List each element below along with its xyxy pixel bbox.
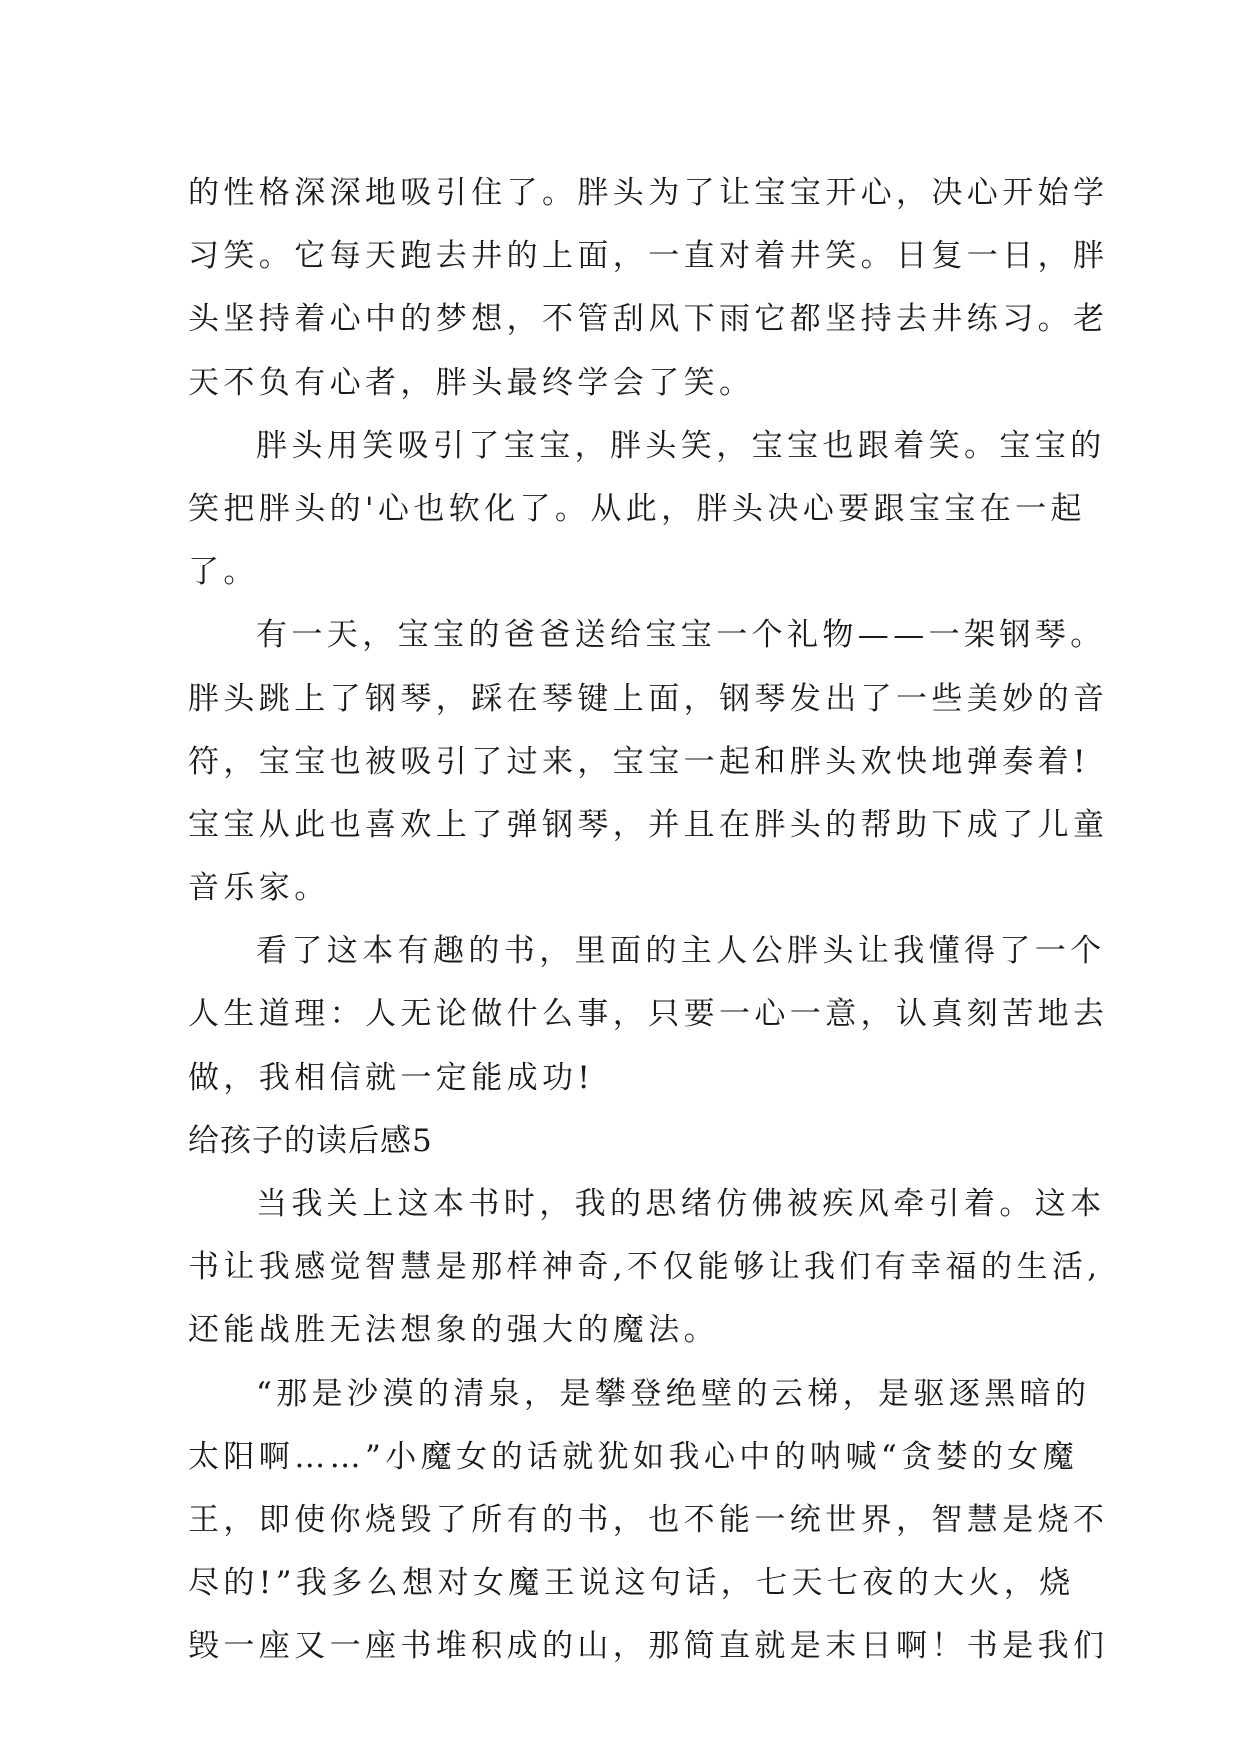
text-line: 了。 (188, 554, 259, 591)
section-heading: 给孩子的读后感5 (188, 1122, 433, 1159)
text-line: 书让我感觉智慧是那样神奇,不仅能够让我们有幸福的生活, (188, 1249, 1102, 1286)
text-line: 人生道理：人无论做什么事，只要一心一意，认真刻苦地去 (188, 996, 1109, 1033)
paragraph-first-line: 当我关上这本书时，我的思绪仿佛被疾风牵引着。这本 (256, 1186, 1106, 1222)
text-line: 的性格深深地吸引住了。胖头为了让宝宝开心，决心开始学 (188, 175, 1109, 211)
text-line: 天不负有心者，胖头最终学会了笑。 (188, 364, 755, 401)
text-line: 符，宝宝也被吸引了过来，宝宝一起和胖头欢快地弹奏着! (188, 743, 1090, 780)
text-line: 习笑。它每天跑去井的上面，一直对着井笑。日复一日，胖 (188, 238, 1109, 275)
document-body (188, 162, 1109, 1679)
text-line: 宝宝从此也喜欢上了弹钢琴，并且在胖头的帮助下成了儿童 (188, 806, 1109, 843)
text-line: 还能战胜无法想象的强大的魔法。 (188, 1312, 719, 1349)
paragraph-first-line: 看了这本有趣的书，里面的主人公胖头让我懂得了一个 (256, 933, 1106, 970)
text-line: 毁一座又一座书堆积成的山，那简直就是末日啊！书是我们 (188, 1628, 1109, 1665)
text-line: 胖头跳上了钢琴，踩在琴键上面，钢琴发出了一些美妙的音 (188, 680, 1109, 717)
paragraph-first-line: 有一天，宝宝的爸爸送给宝宝一个礼物——一架钢琴。 (256, 617, 1106, 654)
text-line: 笑把胖头的'心也软化了。从此，胖头决心要跟宝宝在一起 (188, 490, 1086, 527)
text-line: 头坚持着心中的梦想，不管刮风下雨它都坚持去井练习。老 (188, 301, 1109, 338)
paragraph-first-line: 胖头用笑吸引了宝宝，胖头笑，宝宝也跟着笑。宝宝的 (256, 427, 1106, 464)
text-line: 音乐家。 (188, 870, 330, 907)
text-line: 做，我相信就一定能成功! (188, 1059, 595, 1096)
text-line: 尽的!”我多么想对女魔王说这句话，七天七夜的大火，烧 (188, 1565, 1075, 1602)
text-line: 太阳啊……”小魔女的话就犹如我心中的呐喊“贪婪的女魔 (188, 1438, 1079, 1475)
paragraph-first-line: “那是沙漠的清泉，是攀登绝壁的云梯，是驱逐黑暗的 (256, 1375, 1091, 1412)
text-line: 王，即使你烧毁了所有的书，也不能一统世界，智慧是烧不 (188, 1501, 1109, 1538)
